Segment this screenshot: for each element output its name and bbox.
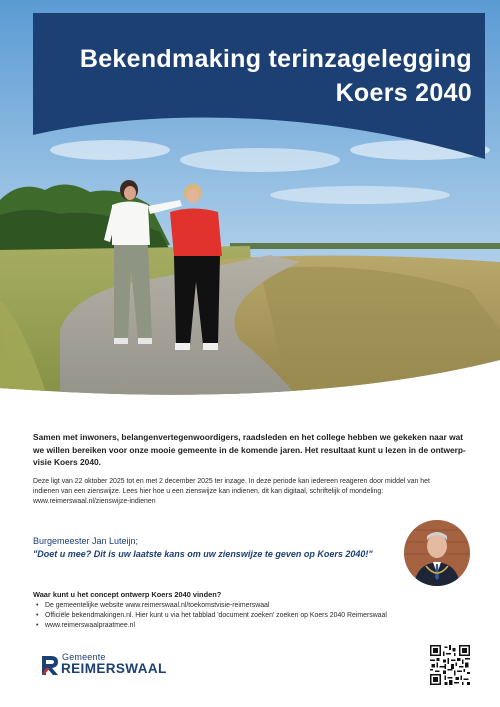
title-line-2: Koers 2040 (335, 79, 472, 107)
reimerswaal-logo-mark-icon (40, 654, 60, 676)
mayor-quote-block (33, 535, 403, 561)
mayor-portrait (404, 520, 470, 586)
intro-paragraph (33, 431, 473, 469)
page-title (42, 42, 472, 110)
where-list (33, 601, 473, 631)
intro-text: Samen met inwoners, belangenvertegenwoordigers, raadsleden en het college hebben we gekeken naar wat we willen bereiken voor onze mooie gemeente in de komende jaren. Het resultaat kunt u lezen in de ontwerp-visie Koers 2040. (33, 432, 466, 467)
where-item-praatmee[interactable]: • www.reimerswaalpraatmee.nl (33, 621, 473, 631)
mayor-quote: "Doet u mee? Dit is uw laatste kans om uw zienswijze te geven op Koers 2040!" (33, 549, 373, 559)
where-item-website[interactable]: • De gemeentelijke website www.reimerswaal.nl/toekomstvisie-reimerswaal (33, 601, 473, 611)
inzage-paragraph (33, 477, 473, 508)
gemeente-logo (40, 652, 180, 680)
zienswijze-link[interactable]: www.reimerswaal.nl/zienswijze-indienen (33, 498, 156, 506)
logo-text-gemeente: Gemeente (62, 652, 106, 662)
inzage-line-1: Deze ligt van 22 oktober 2025 tot en met 2 december 2025 ter inzage. In deze periode kan iedereen reageren door middel van het (33, 478, 430, 485)
title-line-1: Bekendmaking terinzagelegging (79, 45, 472, 73)
qr-code-icon[interactable] (430, 645, 470, 685)
where-section (33, 589, 473, 631)
mayor-name: Burgemeester Jan Luteijn; (33, 536, 139, 546)
logo-text-reimerswaal: REIMERSWAAL (61, 661, 167, 676)
where-item-bekendmakingen[interactable]: • Officiële bekendmakingen.nl. Hier kunt u via het tabblad 'document zoeken' zoeken op Koers 2040 Reimerswaal (33, 611, 473, 621)
where-heading: Waar kunt u het concept ontwerp Koers 2040 vinden? (33, 590, 222, 599)
inzage-line-2: indienen van een zienswijze. Lees hier hoe u een zienswijze kan indienen, dit kan digitaal, schriftelijk of mondeling: (33, 488, 384, 496)
